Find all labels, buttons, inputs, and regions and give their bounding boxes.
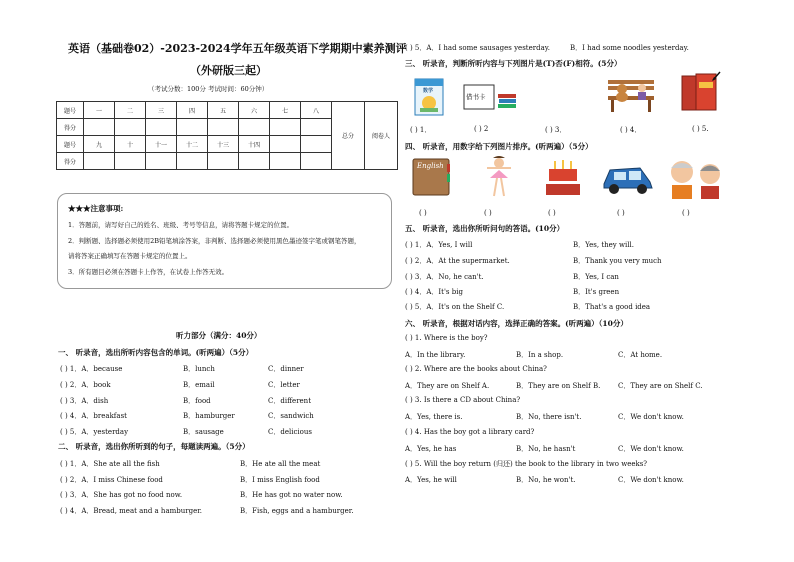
ballet-girl-image (482, 156, 516, 200)
option-c: C．letter (268, 381, 300, 389)
section-3-title: 三、 听录音，判断所听内容与下列图片是(T)否(F)相符。(5分） (405, 59, 622, 68)
option-a: A．They are on Shelf A. (405, 382, 490, 390)
option-b: B．They are on Shelf B. (516, 382, 601, 390)
question-row: ( ) 1．A．She ate all the fish (60, 460, 160, 468)
table-cell: 八 (301, 102, 332, 119)
option-b: B．No, there isn't. (516, 413, 582, 421)
bench-teddy-image (606, 74, 656, 114)
section-6-title: 六、 听录音，根据对话内容，选择正确的答案。(听两遍）（10分） (405, 319, 628, 328)
library-card-image (463, 84, 495, 110)
option-b: B．He ate all the meat (240, 460, 321, 468)
grandparents-image (664, 158, 728, 200)
question-row: ( ) 2．A．I miss Chinese food (60, 476, 163, 484)
score-table (56, 101, 398, 170)
english-book-label: English (417, 162, 444, 170)
question-stem: ( ) 1. Where is the boy? (405, 334, 488, 342)
option-c: C．We don't know. (618, 413, 684, 421)
option-c: C．sandwich (268, 412, 314, 420)
birthday-cake-image (543, 157, 583, 199)
question-stem: ( ) 3. Is there a CD about China? (405, 396, 521, 404)
table-cell: 得分 (57, 119, 84, 136)
option-b: B．food (183, 397, 211, 405)
section-1-title: 一、 听录音，选出所听内容包含的单词。(听两遍）（5分） (58, 348, 254, 357)
exam-info: （考试分数：100分 考试时间：60分钟） (148, 85, 269, 93)
math-book-image (414, 78, 444, 116)
notice-box (57, 193, 392, 289)
table-cell: 得分 (57, 153, 84, 170)
option-b: B．He has got no water now. (240, 491, 343, 499)
car-image (600, 158, 656, 198)
table-cell: 十四 (239, 136, 270, 153)
table-cell: 五 (208, 102, 239, 119)
english-book-image (410, 156, 452, 198)
answer-blank[interactable]: ( ) 5. (692, 125, 709, 133)
notice-item: 2．判断题、选择题必须使用2B铅笔填涂答案，非判断、选择题必须使用黑色墨迹签字笔或钢笔答题， (68, 237, 361, 245)
option-b: B．I miss English food (240, 476, 320, 484)
table-cell: 十 (115, 136, 146, 153)
option-b: B．Fish, eggs and a hamburger. (240, 507, 354, 515)
question-row: ( ) 2．A．book (60, 381, 111, 389)
option-a: A．Yes, there is. (405, 413, 463, 421)
table-cell: 七 (270, 102, 301, 119)
option-b: B．email (183, 381, 215, 389)
page-title: 英语（基础卷02）-2023-2024学年五年级英语下学期期中素养测评 (68, 42, 407, 55)
notice-item: 1．答题前，请写好自己的姓名、班级、考号等信息，请将答题卡规定的位置。 (68, 221, 294, 229)
stack-of-books-icon (497, 92, 517, 110)
question-stem: ( ) 4. Has the boy got a library card? (405, 428, 535, 436)
question-row: ( ) 3．A．No, he can't. (405, 273, 484, 281)
page-subtitle: （外研版三起） (190, 64, 267, 77)
option-b: B．I had some noodles yesterday. (570, 44, 689, 52)
option-c: C．delicious (268, 428, 312, 436)
option-b: B．hamburger (183, 412, 235, 420)
question-row: ( ) 5．A．I had some sausages yesterday. (405, 44, 550, 52)
dictionary-image (680, 70, 722, 114)
question-row: ( ) 3．A．dish (60, 397, 109, 405)
option-a: A．Yes, he has (405, 445, 457, 453)
table-cell: 十三 (208, 136, 239, 153)
option-b: B．Yes, I can (573, 273, 619, 281)
section-4-title: 四、 听录音，用数字给下列图片排序。(听两遍）（5分） (405, 142, 593, 151)
answer-blank[interactable]: ( ) (682, 209, 690, 217)
answer-blank[interactable]: ( ) (617, 209, 625, 217)
option-c: C．dinner (268, 365, 304, 373)
option-c: C．We don't know. (618, 445, 684, 453)
answer-blank[interactable]: ( ) (548, 209, 556, 217)
table-cell: 九 (84, 136, 115, 153)
option-b: B．Yes, they will. (573, 241, 634, 249)
option-b: B．Thank you very much (573, 257, 662, 265)
math-book-label: 数学 (423, 88, 434, 94)
library-card-label: 借书卡 (466, 93, 486, 101)
question-row: ( ) 4．A．It's big (405, 288, 463, 296)
table-cell: 四 (177, 102, 208, 119)
answer-blank[interactable]: ( ) (419, 209, 427, 217)
question-row: ( ) 5．A．yesterday (60, 428, 129, 436)
answer-blank[interactable]: ( ) 4． (620, 126, 642, 134)
option-c: C．They are on Shelf C. (618, 382, 703, 390)
table-cell: 一 (84, 102, 115, 119)
option-b: B．In a shop. (516, 351, 564, 359)
option-b: B．No, he hasn't (516, 445, 576, 453)
section-5-title: 五、 听录音，选出你所听问句的答语。(10分） (405, 224, 565, 233)
table-cell: 十一 (146, 136, 177, 153)
table-cell: 总分 (332, 102, 365, 170)
option-b: B．No, he won't. (516, 476, 576, 484)
table-cell: 三 (146, 102, 177, 119)
notice-title: ★★★注意事项: (68, 204, 124, 213)
question-row: ( ) 1．A．Yes, I will (405, 241, 473, 249)
section-2-title: 二、 听录音，选出你所听到的句子，每题读两遍。（5分） (58, 442, 250, 451)
question-row: ( ) 3．A．She has got no food now. (60, 491, 183, 499)
question-row: ( ) 1．A．because (60, 365, 123, 373)
table-cell: 题号 (57, 102, 84, 119)
option-b: B．It's green (573, 288, 620, 296)
notice-item: 请将答案正确填写在答题卡规定的位置上。 (68, 252, 192, 260)
table-cell: 题号 (57, 136, 84, 153)
option-b: B．lunch (183, 365, 215, 373)
option-c: C．We don't know. (618, 476, 684, 484)
answer-blank[interactable]: ( ) 1． (410, 126, 432, 134)
option-a: A．Yes, he will (405, 476, 457, 484)
table-cell: 阅卷人 (365, 102, 398, 170)
question-row: ( ) 4．A．Bread, meat and a hamburger. (60, 507, 203, 515)
question-stem: ( ) 5. Will the boy return (归还) the book to the library in two weeks? (405, 460, 648, 468)
question-row: ( ) 4．A．breakfast (60, 412, 127, 420)
answer-blank[interactable]: ( ) 3． (545, 126, 567, 134)
question-stem: ( ) 2. Where are the books about China? (405, 365, 547, 373)
answer-blank[interactable]: ( ) (484, 209, 492, 217)
table-cell: 二 (115, 102, 146, 119)
answer-blank[interactable]: ( ) 2 (474, 125, 489, 133)
question-row: ( ) 2．A．At the supermarket. (405, 257, 510, 265)
option-b: B．That's a good idea (573, 303, 651, 311)
option-a: A．In the library. (405, 351, 466, 359)
question-row: ( ) 5．A．It's on the Shelf C. (405, 303, 505, 311)
table-cell: 十二 (177, 136, 208, 153)
option-b: B．sausage (183, 428, 224, 436)
notice-item: 3．所有题目必须在答题卡上作答，在试卷上作答无效。 (68, 268, 229, 276)
listening-header: 听力部分（满分：40分） (176, 331, 262, 340)
table-cell: 六 (239, 102, 270, 119)
option-c: C．At home. (618, 351, 663, 359)
option-c: C．different (268, 397, 312, 405)
